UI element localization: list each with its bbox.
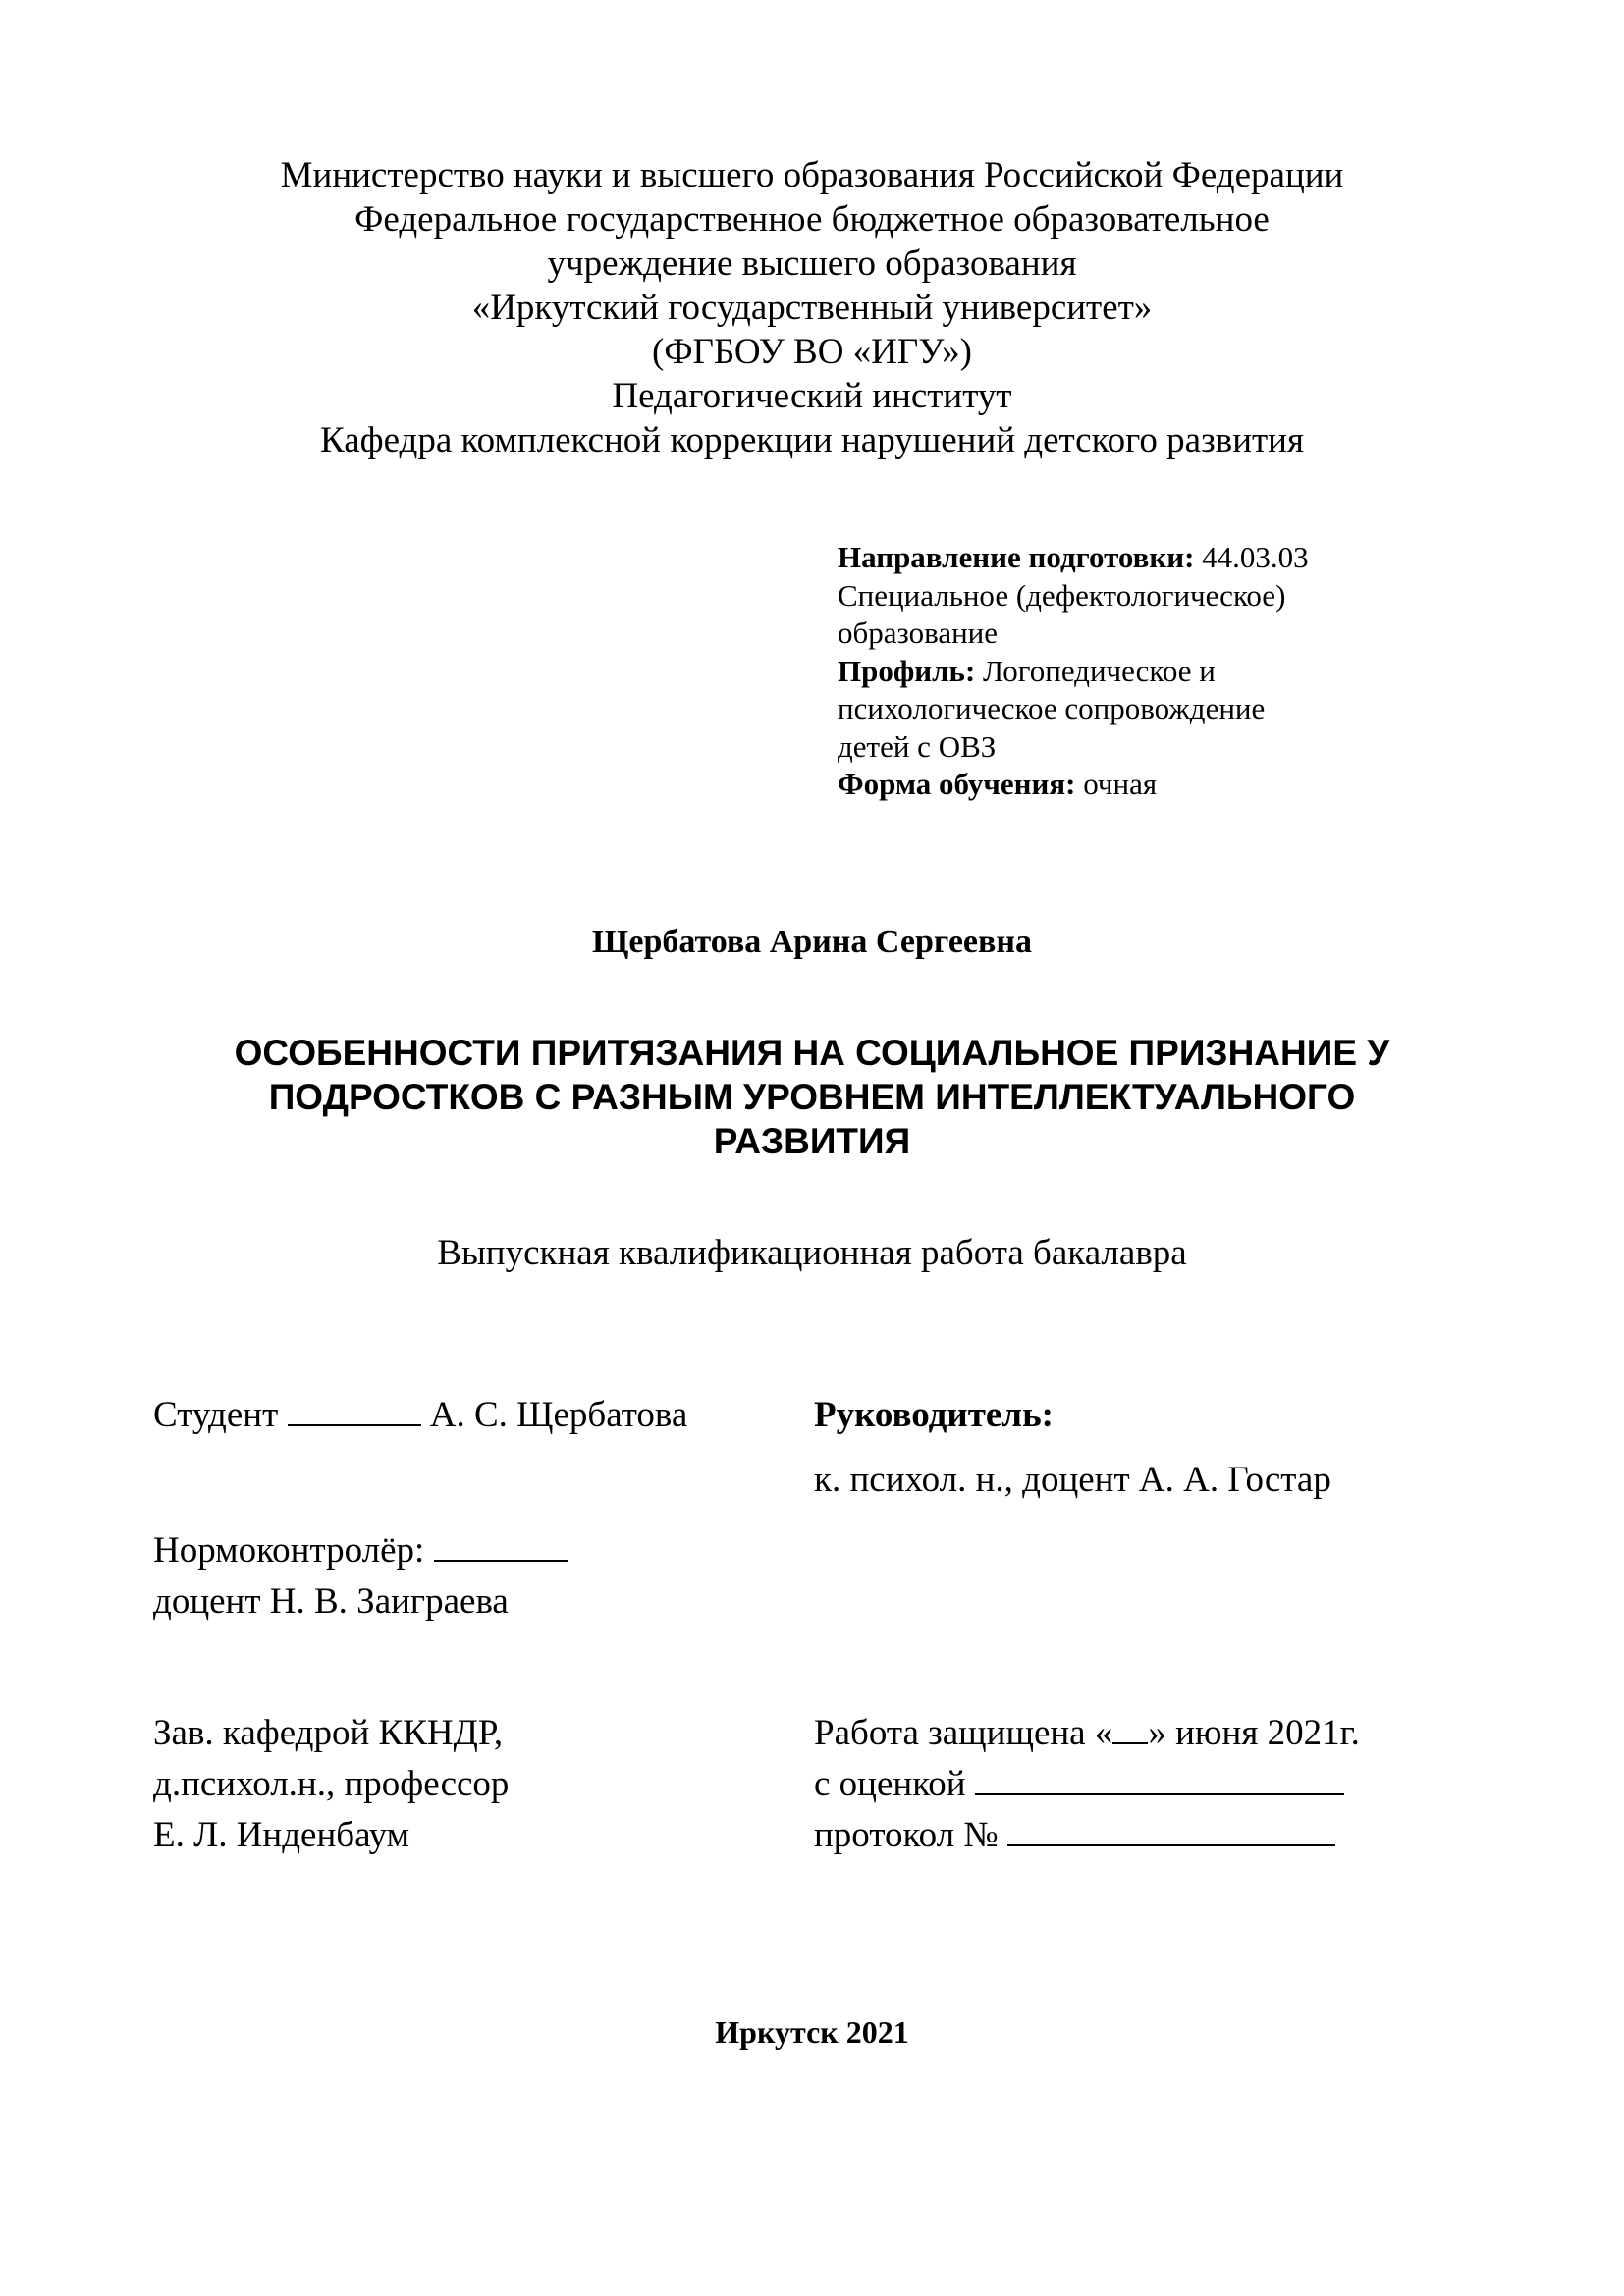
student-name: А. С. Щербатова xyxy=(429,1395,688,1435)
profile-value-line-3: детей с ОВЗ xyxy=(838,728,997,764)
institute-name: Педагогический институт xyxy=(612,376,1012,416)
direction-value-line-2: Специальное (дефектологическое) xyxy=(838,577,1286,613)
normcontrol-value: доцент Н. В. Заиграева xyxy=(153,1581,509,1622)
head-line-3: Е. Л. Инденбаум xyxy=(153,1815,410,1855)
institution-header xyxy=(0,153,1624,462)
university-abbreviation: (ФГБОУ ВО «ИГУ») xyxy=(652,332,972,372)
thesis-title-line-2: ПОДРОСТКОВ С РАЗНЫМ УРОВНЕМ ИНТЕЛЛЕКТУАЛЬНОГО xyxy=(268,1077,1356,1117)
normcontrol-signature-blank xyxy=(434,1528,568,1562)
normcontrol-label: Нормоконтролёр: xyxy=(153,1530,425,1571)
normcontrol-line xyxy=(153,1525,568,1576)
student-label: Студент xyxy=(153,1395,279,1435)
ministry-line: Министерство науки и высшего образования Российской Федерации xyxy=(280,155,1344,195)
protocol-blank xyxy=(1007,1813,1335,1846)
supervisor-value: к. психол. н., доцент А. А. Гостар xyxy=(814,1460,1331,1500)
profile-value-line-2: психологическое сопровождение xyxy=(838,691,1266,725)
head-line-2: д.психол.н., профессор xyxy=(153,1764,510,1804)
institution-type-line: Федеральное государственное бюджетное образовательное xyxy=(354,199,1270,240)
study-form-label: Форма обучения: xyxy=(838,767,1076,801)
study-form-line xyxy=(838,766,1368,804)
protocol-line xyxy=(814,1810,1360,1861)
supervisor-label-text: Руководитель: xyxy=(814,1395,1054,1435)
defense-prefix: Работа защищена « xyxy=(814,1713,1113,1753)
university-name: «Иркутский государственный университет» xyxy=(471,288,1153,328)
thesis-title-line-1: ОСОБЕННОСТИ ПРИТЯЗАНИЯ НА СОЦИАЛЬНОЕ ПРИЗНАНИЕ У xyxy=(234,1033,1390,1073)
profile-label: Профиль: xyxy=(838,653,976,688)
direction-line xyxy=(838,539,1368,577)
grade-line xyxy=(814,1759,1360,1810)
thesis-title xyxy=(0,1031,1624,1163)
head-of-department-block xyxy=(153,1708,509,1861)
defense-day-blank xyxy=(1112,1711,1148,1744)
direction-code: 44.03.03 xyxy=(1194,540,1309,574)
program-info xyxy=(838,539,1368,804)
work-type: Выпускная квалификационная работа бакалавра xyxy=(437,1233,1187,1273)
profile-line xyxy=(838,653,1368,691)
head-line-1: Зав. кафедрой ККНДР, xyxy=(153,1713,504,1753)
student-block xyxy=(153,1390,687,1441)
institution-type-line-2: учреждение высшего образования xyxy=(547,243,1077,284)
author-name: Щербатова Арина Сергеевна xyxy=(592,924,1032,960)
student-signature-blank xyxy=(288,1393,421,1426)
defense-suffix: » июня 2021г. xyxy=(1148,1713,1360,1753)
direction-value-line-3: образование xyxy=(838,615,999,650)
grade-blank xyxy=(975,1762,1344,1795)
student-line xyxy=(153,1390,687,1441)
supervisor-label xyxy=(814,1390,1331,1441)
grade-label: с оценкой xyxy=(814,1764,966,1804)
defense-block xyxy=(814,1708,1360,1861)
city-year: Иркутск 2021 xyxy=(715,2014,909,2050)
study-form-value: очная xyxy=(1075,767,1158,801)
defense-line xyxy=(814,1708,1360,1759)
thesis-title-line-3: РАЗВИТИЯ xyxy=(713,1121,911,1161)
direction-label: Направление подготовки: xyxy=(838,540,1195,574)
supervisor-block xyxy=(814,1390,1331,1506)
department-name: Кафедра комплексной коррекции нарушений детского развития xyxy=(320,420,1304,460)
protocol-label: протокол № xyxy=(814,1815,999,1855)
profile-value: Логопедическое и xyxy=(975,653,1216,688)
normcontrol-block xyxy=(153,1525,568,1628)
